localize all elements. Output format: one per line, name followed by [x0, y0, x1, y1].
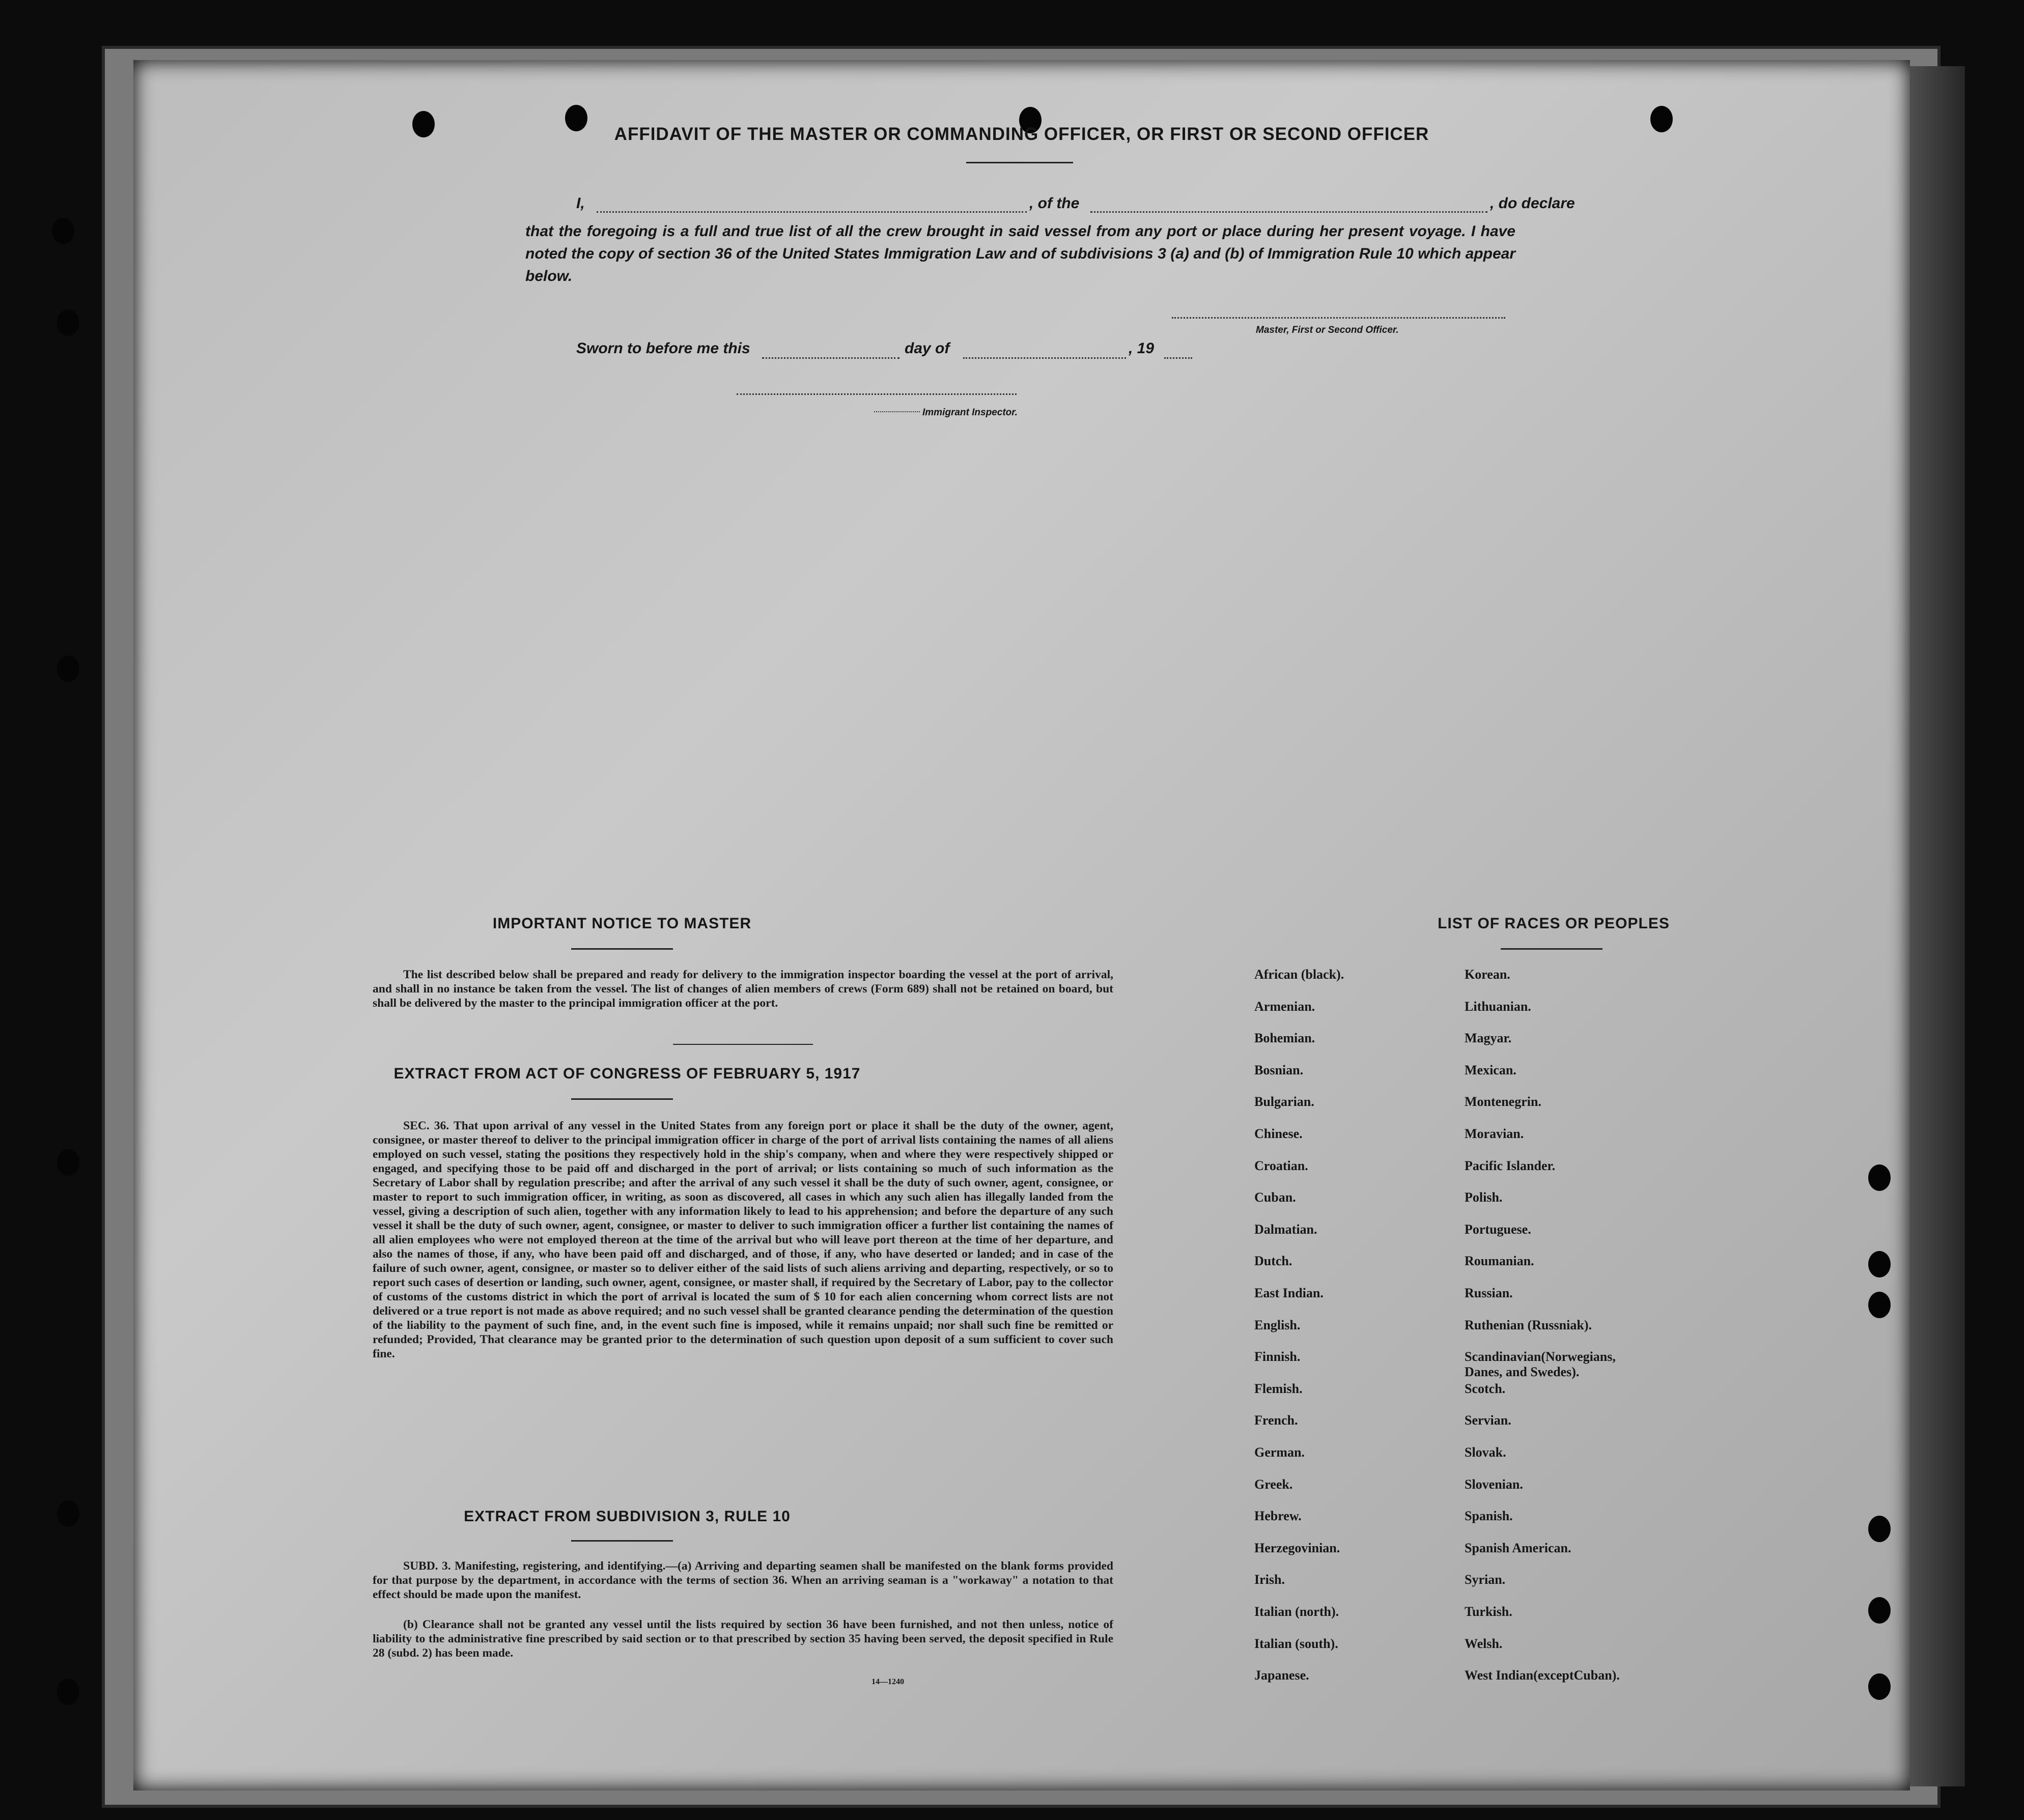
- act-extract-underline: [571, 1098, 673, 1100]
- race-item: Montenegrin.: [1465, 1094, 1541, 1110]
- races-left-column: [1254, 967, 1458, 1683]
- race-item: Bohemian.: [1254, 1031, 1315, 1046]
- race-item: Italian (south).: [1254, 1636, 1338, 1651]
- race-item: Finnish.: [1254, 1349, 1301, 1364]
- inspector-signature-field[interactable]: [737, 393, 1017, 395]
- officer-name-field[interactable]: [597, 211, 1027, 213]
- race-item: Lithuanian.: [1465, 999, 1531, 1014]
- race-item: West Indian(exceptCuban).: [1465, 1668, 1620, 1683]
- punch-hole: [57, 1149, 79, 1176]
- race-item: Slovenian.: [1465, 1476, 1523, 1492]
- race-item: Japanese.: [1254, 1668, 1309, 1683]
- sworn-month-field[interactable]: [963, 357, 1126, 359]
- race-item: Scotch.: [1465, 1381, 1506, 1396]
- officer-signature-caption: Master, First or Second Officer.: [1256, 325, 1399, 335]
- race-item: Slovak.: [1465, 1445, 1506, 1460]
- race-item: Chinese.: [1254, 1126, 1303, 1141]
- race-item: Croatian.: [1254, 1158, 1308, 1173]
- notice-underline: [571, 948, 673, 950]
- race-item: French.: [1254, 1413, 1298, 1428]
- punch-hole: [1868, 1292, 1891, 1318]
- punch-hole: [1868, 1164, 1891, 1191]
- punch-hole: [1868, 1673, 1891, 1700]
- race-item: Italian (north).: [1254, 1604, 1339, 1619]
- race-item: Turkish.: [1465, 1604, 1512, 1619]
- race-item: Spanish.: [1465, 1509, 1513, 1524]
- race-item: Herzegovinian.: [1254, 1540, 1340, 1555]
- vessel-name-field[interactable]: [1090, 211, 1487, 213]
- races-underline: [1501, 948, 1603, 950]
- punch-hole: [57, 656, 79, 682]
- declaration-i: I,: [576, 195, 585, 212]
- notice-title: IMPORTANT NOTICE TO MASTER: [492, 915, 752, 932]
- document-page: [133, 60, 1910, 1790]
- notice-body: The list described below shall be prepared and ready for delivery to the immigration inspector boarding the vessel at the port of arrival, and shall in no instance be taken from the vessel. The list of changes of alien members of crews (Form 689) shall not be retained on board, but shall be delivered by the master to the principal immigration officer at the port.: [373, 968, 1113, 1010]
- race-item: Dutch.: [1254, 1254, 1292, 1269]
- title-underline: [966, 162, 1073, 163]
- race-item: Greek.: [1254, 1476, 1293, 1492]
- declaration-do-declare: , do declare: [1490, 195, 1575, 212]
- punch-hole: [57, 1679, 79, 1705]
- race-item: East Indian.: [1254, 1286, 1324, 1300]
- sworn-day-field[interactable]: [762, 357, 899, 359]
- affidavit-title: AFFIDAVIT OF THE MASTER OR COMMANDING OFFICER, OR FIRST OR SECOND OFFICER: [614, 124, 1429, 144]
- punch-hole: [57, 309, 79, 336]
- race-item: Bosnian.: [1254, 1062, 1304, 1077]
- punch-hole: [57, 1500, 79, 1527]
- punch-hole: [1868, 1516, 1891, 1542]
- rule-extract-para-a: SUBD. 3. Manifesting, registering, and identifying.—(a) Arriving and departing seamen shall be manifested on the blank forms provided for that purpose by the department, in accordance with the terms of section 36. When an arriving seaman is a "workaway" a notation to that effect should be made upon the manifest.: [373, 1559, 1113, 1601]
- race-item: Armenian.: [1254, 999, 1315, 1014]
- race-item: African (black).: [1254, 967, 1344, 982]
- sworn-line: [576, 340, 1187, 362]
- race-item: Hebrew.: [1254, 1509, 1302, 1524]
- rule-extract-title: EXTRACT FROM SUBDIVISION 3, RULE 10: [464, 1508, 791, 1525]
- sworn-day-of: day of: [905, 340, 950, 357]
- punch-hole: [52, 218, 74, 244]
- affidavit-body: that the foregoing is a full and true list of all the crew brought in said vessel from any port or place during her present voyage. I have noted the copy of section 36 of the United States Immigration Law and of subdivisions 3 (a) and (b) of Immigration Rule 10 which appear below.: [525, 223, 1515, 285]
- act-extract-body: SEC. 36. That upon arrival of any vessel in the United States from any foreign port or place it shall be the duty of the owner, agent, consignee, or master thereof to deliver to the principal immigration officer in charge of the port of arrival lists containing the names of all aliens employed on such vessel, stating the positions they respectively hold in the ship's company, when and where they were respectively shipped or engaged, and specifying those to be paid off and discharged in the port of arrival; or lists containing so much of such information as the Secretary of Labor shall by regulation prescribe; and after the arrival of any such vessel it shall be the duty of such owner, agent, consignee, or master to report to such immigration officer, in writing, as soon as discovered, all cases in which any such alien has illegally landed from the vessel, giving a description of such alien, together with any information likely to lead to his apprehension; and before the departure of any such vessel it shall be the duty of such owner, agent, consignee, or master to deliver to such immigration officer a further list containing the names of all alien employees who were not employed thereon at the time of the arrival but who will leave port thereon at the time of her departure, and also the names of those, if any, who have been paid off and discharged, and of those, if any, who have deserted or landed; and in case of the failure of such owner, agent, consignee, or master so to deliver either of the said lists of such aliens arriving and departing, respectively, or so to report such cases of desertion or landing, such owner, agent, consignee, or master shall, if required by the Secretary of Labor, pay to the collector of customs of the customs district in which the port of arrival is located the sum of $ 10 for each alien concerning whom correct lists are not delivered or a true report is not made as above required; and no such vessel shall be granted clearance pending the determination of the question of the liability to the payment of such fine, and, in the event such fine is imposed, while it remains unpaid; nor shall such fine be remitted or refunded; Provided, That clearance may be granted prior to the determination of such question upon deposit of a sum sufficient to cover such fine.: [373, 1119, 1113, 1360]
- act-extract-title: EXTRACT FROM ACT OF CONGRESS OF FEBRUARY 5, 1917: [393, 1065, 861, 1082]
- sworn-prefix: Sworn to before me this: [576, 340, 750, 357]
- race-item: Korean.: [1465, 967, 1510, 982]
- race-item: Mexican.: [1465, 1062, 1516, 1077]
- race-item: Welsh.: [1465, 1636, 1503, 1651]
- race-item: Syrian.: [1465, 1572, 1506, 1587]
- punch-hole: [1868, 1251, 1891, 1277]
- sworn-year-field[interactable]: [1164, 357, 1192, 359]
- rule-extract-para-b: (b) Clearance shall not be granted any vessel until the lists required by section 36 have been furnished, and not then unless, notice of liability to the administrative fine prescribed by said section or to that prescribed by section 35 having been served, the deposit specified in Rule 28 (subd. 2) has been made.: [373, 1618, 1113, 1660]
- inspector-dash: [874, 411, 920, 412]
- race-item: Flemish.: [1254, 1381, 1303, 1396]
- race-item: Roumanian.: [1465, 1254, 1534, 1269]
- race-item: Irish.: [1254, 1572, 1285, 1587]
- race-item: Moravian.: [1465, 1126, 1524, 1141]
- form-number: 14—1240: [872, 1677, 904, 1686]
- rule-extract-underline: [571, 1540, 673, 1542]
- races-right-column: [1465, 967, 1750, 1683]
- declaration-of-the: , of the: [1029, 195, 1080, 212]
- race-item: Magyar.: [1465, 1031, 1512, 1046]
- punch-hole: [1868, 1597, 1891, 1624]
- race-item: Scandinavian(Norwegians, Danes, and Swedes).: [1465, 1349, 1616, 1380]
- race-item: Spanish American.: [1465, 1540, 1571, 1555]
- officer-signature-field[interactable]: [1172, 317, 1505, 319]
- race-item: Ruthenian (Russniak).: [1465, 1317, 1592, 1332]
- race-item: Cuban.: [1254, 1190, 1296, 1205]
- race-item: Bulgarian.: [1254, 1094, 1314, 1110]
- declaration-line: [576, 195, 1650, 217]
- race-item: Polish.: [1465, 1190, 1503, 1205]
- race-item: Pacific Islander.: [1465, 1158, 1556, 1173]
- race-item: English.: [1254, 1317, 1301, 1332]
- race-item: Servian.: [1465, 1413, 1511, 1428]
- race-item: Dalmatian.: [1254, 1221, 1317, 1237]
- race-item: Portuguese.: [1465, 1221, 1531, 1237]
- race-item: Russian.: [1465, 1286, 1513, 1300]
- inspector-caption: Immigrant Inspector.: [922, 407, 1018, 418]
- sworn-year: , 19: [1129, 340, 1155, 357]
- races-title: LIST OF RACES OR PEOPLES: [1438, 915, 1670, 932]
- notice-separator: [673, 1044, 813, 1045]
- race-item: German.: [1254, 1445, 1305, 1460]
